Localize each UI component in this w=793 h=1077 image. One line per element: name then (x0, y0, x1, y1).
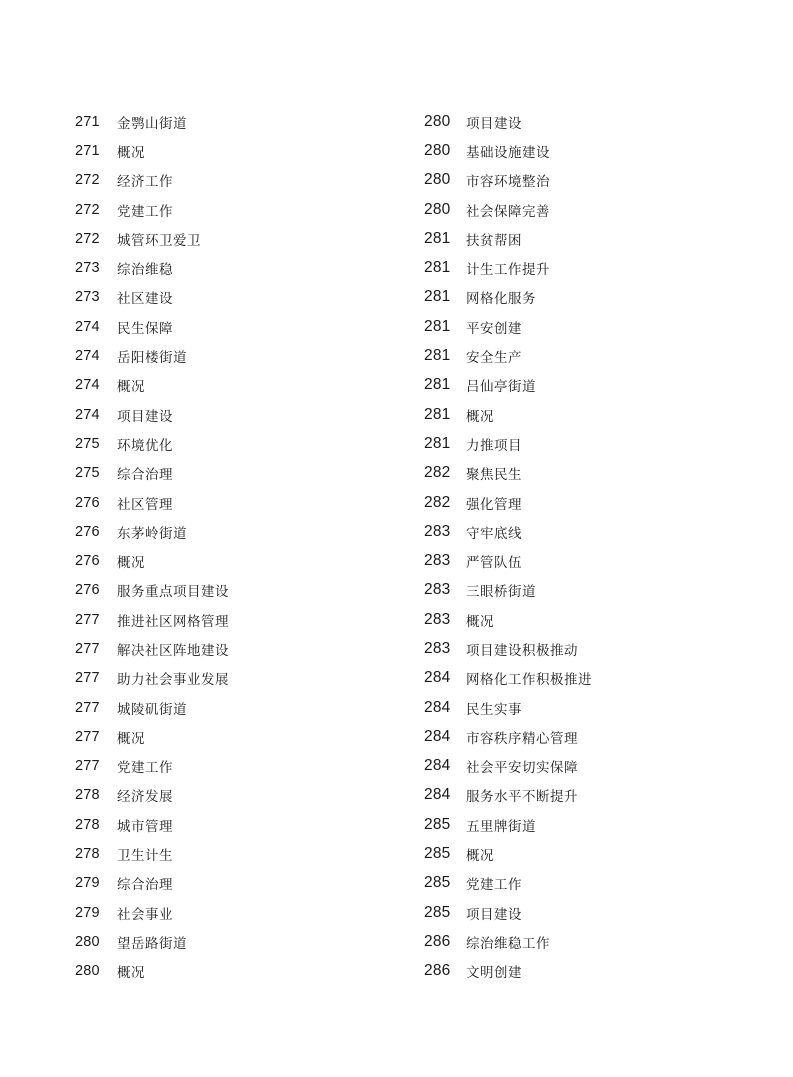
toc-page-number: 283 (424, 639, 451, 657)
toc-entry (424, 341, 754, 370)
toc-page-number: 282 (424, 493, 451, 511)
toc-entry (424, 693, 754, 722)
toc-entry-title: 助力社会事业发展 (117, 672, 229, 689)
toc-page-number: 274 (75, 318, 100, 335)
toc-entry (75, 722, 405, 751)
toc-entry-title: 民生保障 (117, 320, 173, 337)
toc-entry (75, 400, 405, 429)
toc-entry-title: 党建工作 (466, 877, 522, 894)
toc-page-number: 271 (75, 142, 100, 159)
toc-page-number: 281 (424, 434, 451, 452)
toc-entry (75, 283, 405, 312)
toc-entry (424, 605, 754, 634)
toc-page-number: 275 (75, 435, 100, 452)
toc-entry-title: 城管环卫爱卫 (117, 232, 201, 249)
toc-page-number: 276 (75, 523, 100, 540)
toc-entry (424, 195, 754, 224)
toc-entry-title: 社会平安切实保障 (466, 760, 578, 777)
toc-page-number: 281 (424, 317, 451, 335)
toc-page-number: 279 (75, 875, 100, 892)
toc-entry-title: 岳阳楼街道 (117, 350, 187, 367)
toc-entry (424, 283, 754, 312)
toc-entry-title: 经济发展 (117, 789, 173, 806)
toc-page-number: 280 (424, 141, 451, 159)
toc-entry-title: 计生工作提升 (466, 262, 550, 279)
toc-entry-title: 平安创建 (466, 320, 522, 337)
toc-page-number: 284 (424, 669, 451, 687)
toc-entry-title: 概况 (117, 379, 145, 396)
toc-page-number: 280 (424, 112, 451, 130)
toc-entry (424, 546, 754, 575)
toc-entry-title: 三眼桥街道 (466, 584, 536, 601)
toc-entry-title: 项目建设积极推动 (466, 642, 578, 659)
toc-entry-title: 环境优化 (117, 437, 173, 454)
toc-entry-title: 基础设施建设 (466, 144, 550, 161)
toc-page-number: 282 (424, 464, 451, 482)
toc-entry (75, 898, 405, 927)
toc-entry (424, 224, 754, 253)
toc-page-number: 277 (75, 758, 100, 775)
toc-entry-title: 强化管理 (466, 496, 522, 513)
toc-entry (75, 927, 405, 956)
toc-page-number: 281 (424, 259, 451, 277)
toc-entry-title: 项目建设 (117, 408, 173, 425)
toc-page-number: 277 (75, 699, 100, 716)
toc-page-number: 273 (75, 289, 100, 306)
toc-entry (75, 693, 405, 722)
toc-entry-title: 综合治理 (117, 877, 173, 894)
toc-entry (75, 107, 405, 136)
toc-entry-title: 综治维稳工作 (466, 935, 550, 952)
toc-entry-title: 项目建设 (466, 115, 522, 132)
toc-entry-title: 社区建设 (117, 291, 173, 308)
toc-entry-title: 概况 (117, 555, 145, 572)
toc-page-number: 275 (75, 465, 100, 482)
toc-page-number: 277 (75, 670, 100, 687)
toc-entry (424, 371, 754, 400)
toc-entry-title: 民生实事 (466, 701, 522, 718)
toc-entry-title: 推进社区网格管理 (117, 613, 229, 630)
toc-entry (424, 664, 754, 693)
toc-entry (75, 429, 405, 458)
toc-entry (75, 371, 405, 400)
toc-entry-title: 概况 (117, 965, 145, 982)
toc-entry-title: 吕仙亭街道 (466, 379, 536, 396)
toc-entry (424, 166, 754, 195)
toc-page-number: 272 (75, 230, 100, 247)
toc-entry (75, 546, 405, 575)
toc-entry-title: 党建工作 (117, 760, 173, 777)
toc-page-number: 274 (75, 406, 100, 423)
toc-entry-title: 五里牌街道 (466, 818, 536, 835)
toc-entry (424, 576, 754, 605)
toc-page-number: 274 (75, 348, 100, 365)
toc-entry (75, 605, 405, 634)
toc-entry (75, 195, 405, 224)
toc-page-number: 284 (424, 786, 451, 804)
toc-entry (424, 400, 754, 429)
toc-entry-title: 社会保障完善 (466, 203, 550, 220)
toc-entry (424, 634, 754, 663)
toc-page-number: 283 (424, 522, 451, 540)
toc-entry (75, 488, 405, 517)
toc-page-number: 281 (424, 229, 451, 247)
toc-page-number: 286 (424, 932, 451, 950)
toc-page-number: 285 (424, 815, 451, 833)
toc-entry-title: 守牢底线 (466, 525, 522, 542)
toc-page-number: 281 (424, 405, 451, 423)
toc-entry (75, 869, 405, 898)
toc-entry-title: 概况 (466, 613, 494, 630)
toc-page-number: 280 (75, 933, 100, 950)
toc-entry-title: 市容环境整治 (466, 174, 550, 191)
toc-entry-title: 经济工作 (117, 174, 173, 191)
toc-entry (424, 722, 754, 751)
toc-entry-title: 严管队伍 (466, 555, 522, 572)
toc-entry (75, 312, 405, 341)
toc-entry (75, 517, 405, 546)
toc-entry (75, 341, 405, 370)
toc-page-number: 277 (75, 640, 100, 657)
toc-entry (424, 898, 754, 927)
toc-entry (75, 810, 405, 839)
toc-page-number: 286 (424, 962, 451, 980)
toc-entry (424, 312, 754, 341)
toc-page-number: 283 (424, 610, 451, 628)
toc-entry-title: 安全生产 (466, 350, 522, 367)
toc-page-number: 278 (75, 787, 100, 804)
toc-page-number: 285 (424, 903, 451, 921)
toc-entry (424, 781, 754, 810)
toc-entry (424, 459, 754, 488)
toc-page-number: 285 (424, 845, 451, 863)
toc-page-number: 278 (75, 846, 100, 863)
toc-page-number: 284 (424, 727, 451, 745)
toc-entry-title: 综治维稳 (117, 262, 173, 279)
toc-entry-title: 聚焦民生 (466, 467, 522, 484)
toc-page-number: 272 (75, 172, 100, 189)
toc-entry (75, 839, 405, 868)
toc-entry-title: 城陵矶街道 (117, 701, 187, 718)
toc-column-left (75, 107, 405, 986)
toc-entry-title: 概况 (466, 848, 494, 865)
toc-page-number: 271 (75, 113, 100, 130)
toc-entry-title: 扶贫帮困 (466, 232, 522, 249)
toc-page-number: 281 (424, 376, 451, 394)
toc-entry (75, 634, 405, 663)
toc-page-number: 279 (75, 904, 100, 921)
toc-page-number: 284 (424, 698, 451, 716)
toc-page-number: 276 (75, 582, 100, 599)
toc-entry (75, 136, 405, 165)
toc-entry-title: 城市管理 (117, 818, 173, 835)
toc-page-number: 278 (75, 816, 100, 833)
toc-entry (75, 957, 405, 986)
toc-page-number: 276 (75, 553, 100, 570)
toc-entry-title: 金鹗山街道 (117, 115, 187, 132)
toc-entry-title: 社会事业 (117, 906, 173, 923)
toc-entry-title: 解决社区阵地建设 (117, 642, 229, 659)
toc-entry (424, 253, 754, 282)
toc-entry (424, 869, 754, 898)
toc-entry-title: 综合治理 (117, 467, 173, 484)
toc-entry-title: 项目建设 (466, 906, 522, 923)
toc-entry-title: 东茅岭街道 (117, 525, 187, 542)
toc-column-right (424, 107, 754, 986)
toc-entry-title: 文明创建 (466, 965, 522, 982)
toc-entry (75, 253, 405, 282)
toc-entry-title: 卫生计生 (117, 848, 173, 865)
toc-page-number: 285 (424, 874, 451, 892)
toc-entry-title: 力推项目 (466, 437, 522, 454)
toc-entry (424, 927, 754, 956)
toc-page-number: 281 (424, 347, 451, 365)
toc-entry (75, 459, 405, 488)
toc-page-number: 283 (424, 581, 451, 599)
toc-entry (424, 488, 754, 517)
toc-page-number: 284 (424, 757, 451, 775)
toc-page-number: 277 (75, 728, 100, 745)
toc-entry-title: 概况 (466, 408, 494, 425)
toc-entry-title: 服务重点项目建设 (117, 584, 229, 601)
toc-entry-title: 服务水平不断提升 (466, 789, 578, 806)
toc-entry (424, 429, 754, 458)
toc-entry-title: 党建工作 (117, 203, 173, 220)
toc-page-number: 280 (75, 963, 100, 980)
toc-entry (424, 957, 754, 986)
toc-entry (424, 136, 754, 165)
toc-page-number: 277 (75, 611, 100, 628)
toc-entry (75, 576, 405, 605)
toc-entry (424, 752, 754, 781)
toc-entry (424, 839, 754, 868)
toc-page-number: 283 (424, 552, 451, 570)
toc-entry (75, 781, 405, 810)
toc-entry-title: 网格化服务 (466, 291, 536, 308)
toc-entry (75, 224, 405, 253)
toc-entry (75, 664, 405, 693)
toc-entry-title: 市容秩序精心管理 (466, 730, 578, 747)
toc-page-number: 273 (75, 260, 100, 277)
toc-entry (75, 752, 405, 781)
toc-entry-title: 概况 (117, 730, 145, 747)
toc-entry (424, 107, 754, 136)
toc-entry (75, 166, 405, 195)
toc-page-number: 280 (424, 171, 451, 189)
toc-page-number: 281 (424, 288, 451, 306)
toc-entry-title: 社区管理 (117, 496, 173, 513)
toc-page-number: 274 (75, 377, 100, 394)
toc-page-number: 280 (424, 200, 451, 218)
toc-page-number: 272 (75, 201, 100, 218)
toc-entry-title: 概况 (117, 144, 145, 161)
toc-page-number: 276 (75, 494, 100, 511)
toc-entry-title: 望岳路街道 (117, 935, 187, 952)
toc-entry (424, 517, 754, 546)
toc-entry-title: 网格化工作积极推进 (466, 672, 592, 689)
toc-entry (424, 810, 754, 839)
